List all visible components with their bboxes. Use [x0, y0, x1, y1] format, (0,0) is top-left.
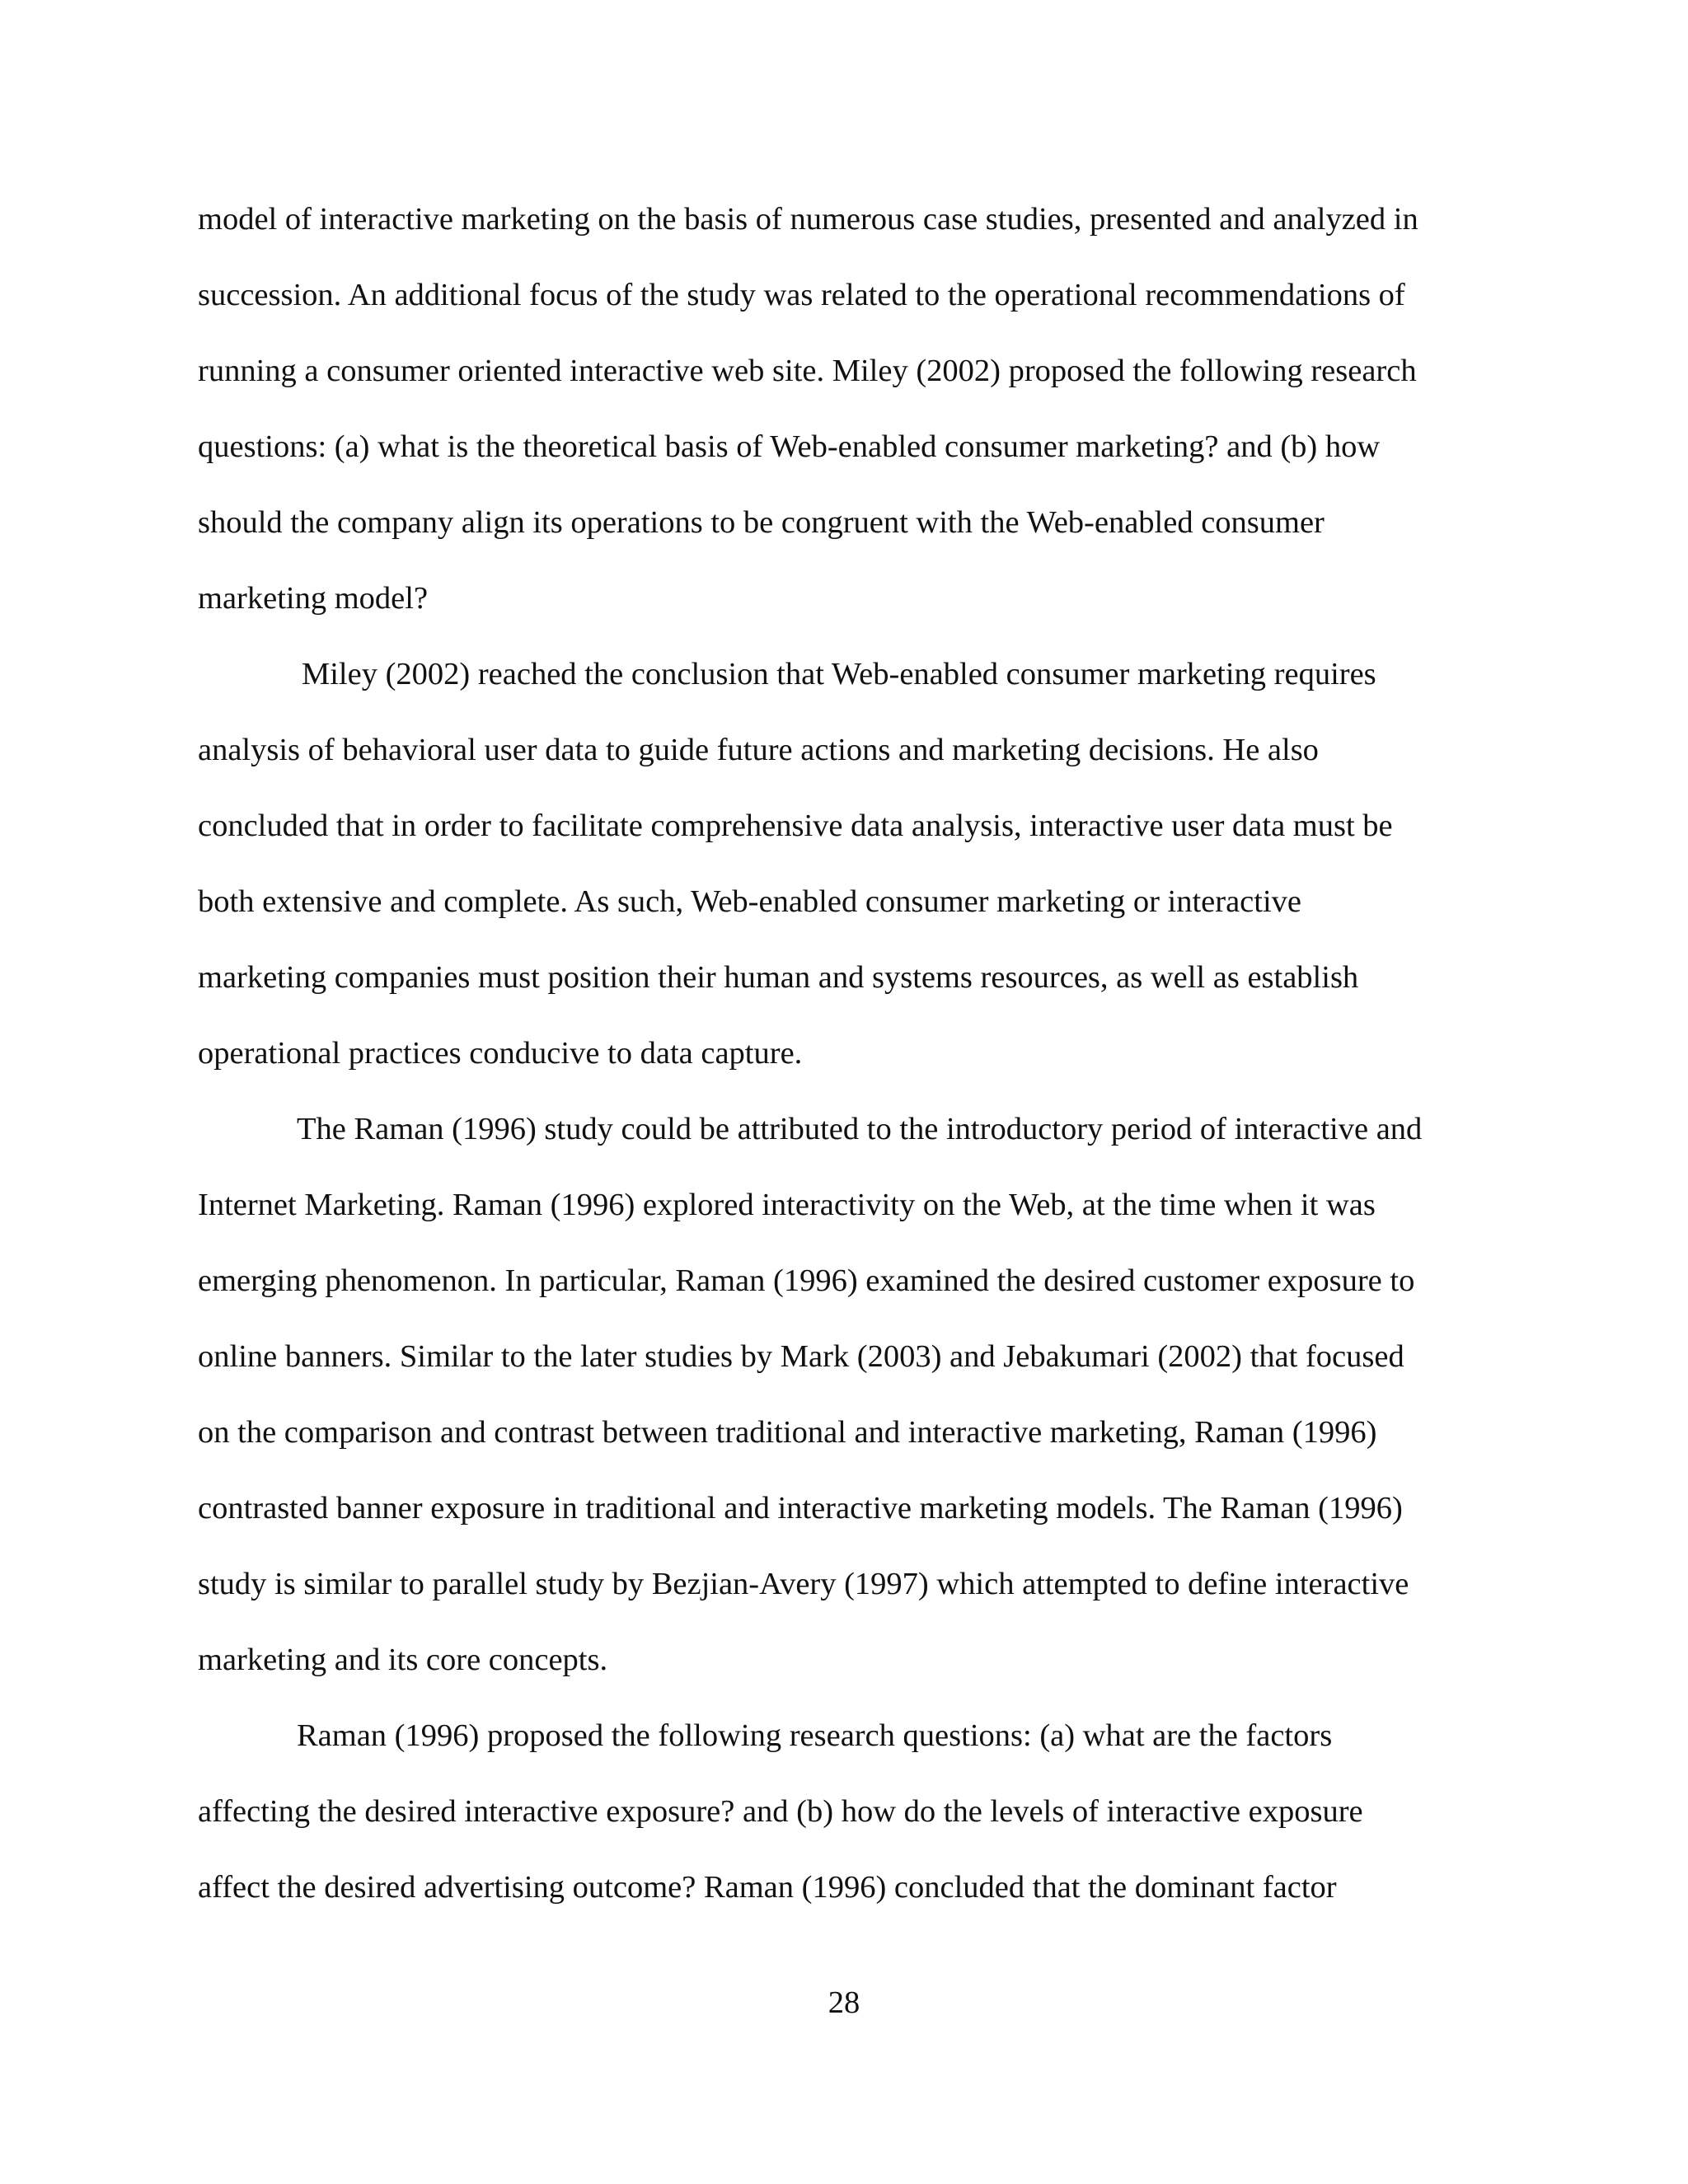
body-text [198, 181, 1492, 1925]
paragraph-first-line: The Raman (1996) study could be attributed to the introductory period of interactive and [297, 1112, 1423, 1146]
text-line: contrasted banner exposure in traditional and interactive marketing models. The Raman (1996) [198, 1491, 1403, 1526]
text-line: marketing companies must position their human and systems resources, as well as establish [198, 960, 1359, 995]
text-line: online banners. Similar to the later studies by Mark (2003) and Jebakumari (2002) that focused [198, 1339, 1404, 1374]
text-line: marketing model? [198, 581, 429, 616]
text-line: study is similar to parallel study by Bezjian-Avery (1997) which attempted to define interactive [198, 1567, 1409, 1601]
text-line: emerging phenomenon. In particular, Raman (1996) examined the desired customer exposure to [198, 1263, 1415, 1298]
text-line: operational practices conducive to data capture. [198, 1036, 803, 1071]
text-line: should the company align its operations to be congruent with the Web-enabled consumer [198, 505, 1325, 540]
text-line: analysis of behavioral user data to guide future actions and marketing decisions. He also [198, 733, 1319, 767]
paragraph-first-line: Miley (2002) reached the conclusion that Web-enabled consumer marketing requires [302, 657, 1376, 691]
text-line: affect the desired advertising outcome? Raman (1996) concluded that the dominant factor [198, 1870, 1337, 1905]
page-number: 28 [828, 1985, 860, 2020]
text-line: affecting the desired interactive exposure? and (b) how do the levels of interactive exposure [198, 1794, 1363, 1829]
text-line: succession. An additional focus of the study was related to the operational recommendations of [198, 278, 1405, 312]
text-line: running a consumer oriented interactive web site. Miley (2002) proposed the following research [198, 354, 1417, 388]
paragraph-first-line: Raman (1996) proposed the following research questions: (a) what are the factors [297, 1718, 1333, 1753]
text-line: marketing and its core concepts. [198, 1643, 608, 1677]
text-line: Internet Marketing. Raman (1996) explored interactivity on the Web, at the time when it was [198, 1188, 1376, 1222]
text-line: concluded that in order to facilitate comprehensive data analysis, interactive user data must be [198, 808, 1393, 843]
text-line: on the comparison and contrast between traditional and interactive marketing, Raman (1996) [198, 1415, 1377, 1450]
text-line: questions: (a) what is the theoretical basis of Web-enabled consumer marketing? and (b) how [198, 429, 1381, 464]
text-line: both extensive and complete. As such, Web-enabled consumer marketing or interactive [198, 884, 1301, 919]
text-line: model of interactive marketing on the basis of numerous case studies, presented and analyzed in [198, 202, 1418, 237]
